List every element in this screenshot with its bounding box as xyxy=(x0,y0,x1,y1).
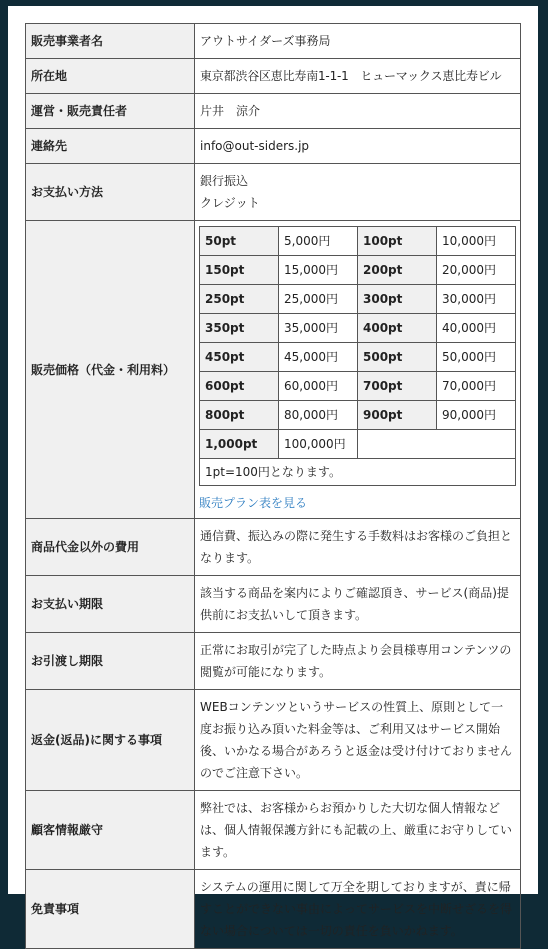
price-row xyxy=(200,285,516,314)
legal-notice-table xyxy=(25,23,521,949)
price-points: 500pt xyxy=(358,343,437,372)
price-points: 300pt xyxy=(358,285,437,314)
price-empty-cell xyxy=(358,430,516,459)
privacy-value: 弊社では、お客様からお預かりした大切な個人情報などは、個人情報保護方針にも記載の上、厳重にお守りしています。 xyxy=(195,791,521,870)
row-label: お支払い方法 xyxy=(26,164,195,221)
price-yen: 15,000円 xyxy=(279,256,358,285)
price-yen: 60,000円 xyxy=(279,372,358,401)
price-yen: 50,000円 xyxy=(437,343,516,372)
price-points: 600pt xyxy=(200,372,279,401)
address-value: 東京都渋谷区恵比寿南1-1-1 ヒューマックス恵比寿ビル xyxy=(195,59,521,94)
price-cell xyxy=(195,221,521,519)
payment-method-bank: 銀行振込 xyxy=(200,174,249,188)
row-privacy xyxy=(26,791,521,870)
delivery-value: 正常にお取引が完了した時点より会員様専用コンテンツの閲覧が可能になります。 xyxy=(195,633,521,690)
price-points: 900pt xyxy=(358,401,437,430)
price-points: 350pt xyxy=(200,314,279,343)
price-yen: 80,000円 xyxy=(279,401,358,430)
price-yen: 10,000円 xyxy=(437,227,516,256)
row-seller xyxy=(26,24,521,59)
row-label: お支払い期限 xyxy=(26,576,195,633)
price-note: 1pt=100円となります。 xyxy=(200,459,516,486)
price-points: 800pt xyxy=(200,401,279,430)
price-note-row xyxy=(200,459,516,486)
price-yen: 25,000円 xyxy=(279,285,358,314)
price-points: 1,000pt xyxy=(200,430,279,459)
price-points: 700pt xyxy=(358,372,437,401)
price-points: 100pt xyxy=(358,227,437,256)
price-row xyxy=(200,343,516,372)
row-label: 所在地 xyxy=(26,59,195,94)
row-payment xyxy=(26,164,521,221)
price-points: 400pt xyxy=(358,314,437,343)
row-manager xyxy=(26,94,521,129)
other-costs-value: 通信費、振込みの際に発生する手数料はお客様のご負担となります。 xyxy=(195,519,521,576)
row-other-costs xyxy=(26,519,521,576)
row-pay-deadline xyxy=(26,576,521,633)
disclaimer-value: システムの運用に関して万全を期しておりますが、責に帰すことができない事由によってサービスを中断せざるを得ない場合については一切の責任を負いかねます。 xyxy=(195,870,521,949)
price-points: 200pt xyxy=(358,256,437,285)
price-row xyxy=(200,314,516,343)
price-yen: 45,000円 xyxy=(279,343,358,372)
row-delivery xyxy=(26,633,521,690)
row-disclaimer xyxy=(26,870,521,949)
seller-value: アウトサイダーズ事務局 xyxy=(195,24,521,59)
refund-value: WEBコンテンツというサービスの性質上、原則として一度お振り込み頂いた料金等は、ご利用又はサービス開始後、いかなる場合があろうと返金は受け付けておりませんのでご注意下さい。 xyxy=(195,690,521,791)
price-row xyxy=(200,401,516,430)
price-yen: 20,000円 xyxy=(437,256,516,285)
content-panel xyxy=(8,6,538,938)
price-points: 250pt xyxy=(200,285,279,314)
row-label: 販売事業者名 xyxy=(26,24,195,59)
payment-methods xyxy=(195,164,521,221)
price-yen: 90,000円 xyxy=(437,401,516,430)
price-yen: 30,000円 xyxy=(437,285,516,314)
price-plan-link[interactable]: 販売プラン表を見る xyxy=(199,496,308,510)
row-label: 免責事項 xyxy=(26,870,195,949)
price-points: 150pt xyxy=(200,256,279,285)
price-yen: 70,000円 xyxy=(437,372,516,401)
row-label: 運営・販売責任者 xyxy=(26,94,195,129)
row-label: 連絡先 xyxy=(26,129,195,164)
payment-method-credit: クレジット xyxy=(200,196,260,210)
contact-email: info@out-siders.jp xyxy=(195,129,521,164)
row-label: 販売価格（代金・利用料） xyxy=(26,221,195,519)
price-row xyxy=(200,372,516,401)
manager-value: 片井 涼介 xyxy=(195,94,521,129)
price-row xyxy=(200,227,516,256)
price-row xyxy=(200,430,516,459)
price-row xyxy=(200,256,516,285)
row-label: 商品代金以外の費用 xyxy=(26,519,195,576)
price-yen: 100,000円 xyxy=(279,430,358,459)
price-table xyxy=(199,226,516,486)
price-points: 50pt xyxy=(200,227,279,256)
row-refund xyxy=(26,690,521,791)
price-points: 450pt xyxy=(200,343,279,372)
price-yen: 5,000円 xyxy=(279,227,358,256)
row-price xyxy=(26,221,521,519)
row-address xyxy=(26,59,521,94)
row-contact xyxy=(26,129,521,164)
pay-deadline-value: 該当する商品を案内によりご確認頂き、サービス(商品)提供前にお支払いして頂きます。 xyxy=(195,576,521,633)
price-yen: 35,000円 xyxy=(279,314,358,343)
row-label: お引渡し期限 xyxy=(26,633,195,690)
row-label: 返金(返品)に関する事項 xyxy=(26,690,195,791)
price-yen: 40,000円 xyxy=(437,314,516,343)
row-label: 顧客情報厳守 xyxy=(26,791,195,870)
